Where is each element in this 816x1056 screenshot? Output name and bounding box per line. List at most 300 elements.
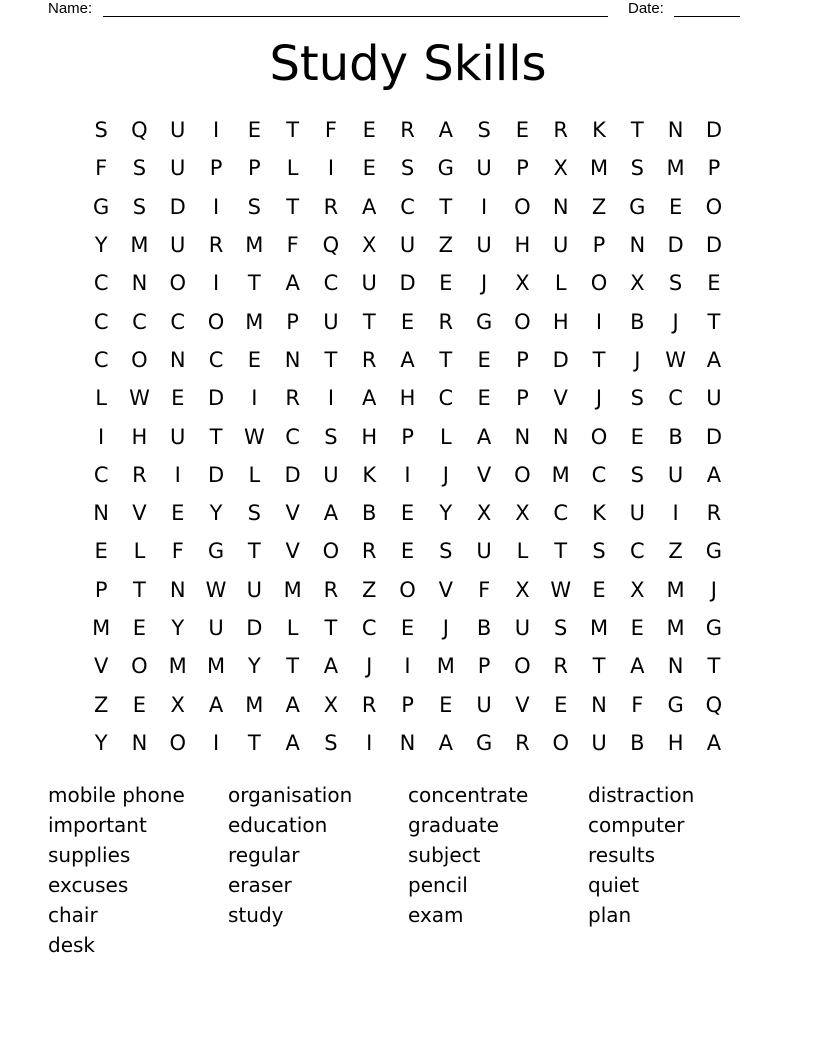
grid-letter: J [442, 462, 449, 487]
grid-letter: W [243, 424, 265, 449]
grid-letter: V [93, 654, 109, 679]
grid-letter: G [705, 616, 723, 640]
grid-letter: J [672, 309, 679, 334]
grid-letter: T [247, 539, 261, 564]
word-list-item: excuses [48, 873, 129, 897]
grid-letter: D [705, 233, 722, 258]
grid-letter: T [592, 347, 606, 372]
grid-letter: M [130, 233, 149, 258]
grid-letter: D [169, 194, 186, 219]
grid-letter: X [515, 501, 530, 526]
word-list-item: study [228, 903, 284, 927]
grid-letter: R [132, 462, 147, 487]
grid-letter: T [592, 654, 606, 679]
grid-letter: R [361, 347, 377, 372]
grid-letter: Y [94, 233, 108, 258]
grid-letter: R [553, 654, 568, 679]
grid-letter: Y [439, 501, 453, 526]
grid-letter: X [323, 692, 339, 717]
grid-letter: I [174, 462, 181, 487]
grid-letter: R [706, 501, 722, 526]
grid-letter: M [245, 233, 264, 258]
grid-letter: E [554, 692, 568, 717]
word-list-item: concentrate [408, 783, 529, 807]
grid-letter: P [286, 309, 299, 334]
grid-letter: E [362, 156, 376, 181]
grid-letter: C [170, 309, 186, 334]
grid-letter: U [476, 156, 492, 181]
grid-letter: N [131, 271, 148, 296]
grid-letter: E [400, 501, 415, 526]
word-list-item: distraction [588, 783, 695, 807]
grid-letter: R [361, 692, 377, 717]
grid-letter: X [630, 577, 645, 602]
grid-letter: U [170, 118, 186, 143]
grid-letter: L [439, 424, 452, 449]
grid-letter: N [399, 730, 416, 755]
grid-letter: L [286, 156, 299, 181]
grid-letter: C [438, 386, 454, 411]
grid-letter: P [516, 386, 529, 411]
grid-letter: A [630, 654, 645, 679]
grid-letter: S [324, 424, 338, 449]
grid-letter: F [631, 692, 644, 717]
grid-letter: I [327, 156, 335, 181]
grid-letter: P [707, 156, 721, 181]
grid-letter: I [212, 271, 220, 296]
grid-letter: F [478, 577, 491, 602]
grid-letter: N [591, 692, 607, 717]
grid-letter: V [285, 501, 300, 526]
grid-letter: R [361, 539, 377, 564]
grid-letter: I [212, 194, 220, 219]
grid-letter: T [247, 730, 261, 755]
grid-letter: I [595, 309, 603, 334]
grid-letter: A [706, 462, 722, 487]
name-label: Name: [48, 0, 93, 17]
grid-letter: A [476, 424, 492, 449]
grid-letter: C [285, 424, 300, 449]
grid-letter: U [361, 271, 377, 296]
grid-letter: O [131, 654, 148, 679]
grid-letter: S [554, 616, 568, 640]
grid-letter: O [131, 347, 148, 372]
grid-letter: M [666, 577, 685, 602]
grid-letter: T [209, 424, 223, 449]
grid-letter: G [667, 692, 684, 717]
grid-letter: Z [438, 233, 454, 258]
grid-letter: R [400, 118, 415, 143]
word-list-item: organisation [228, 783, 353, 807]
grid-letter: X [515, 577, 530, 602]
grid-letter: N [552, 424, 569, 449]
grid-letter: T [439, 347, 453, 372]
grid-letter: M [436, 654, 455, 679]
page-title: Study Skills [269, 36, 547, 92]
grid-letter: A [323, 501, 339, 526]
grid-letter: I [327, 386, 335, 411]
grid-letter: E [477, 386, 491, 411]
grid-letter: F [95, 156, 108, 181]
grid-letter: T [324, 616, 338, 640]
grid-letter: C [132, 309, 147, 334]
grid-letter: A [438, 730, 453, 755]
grid-letter: O [169, 271, 186, 296]
grid-letter: S [324, 730, 338, 755]
grid-letter: T [247, 271, 261, 296]
grid-letter: U [170, 156, 186, 181]
grid-letter: M [245, 309, 264, 334]
grid-letter: T [707, 654, 721, 679]
grid-letter: O [705, 194, 723, 219]
grid-letter: B [362, 501, 377, 526]
grid-letter: M [92, 616, 111, 640]
grid-letter: E [132, 692, 147, 717]
grid-letter: T [286, 654, 300, 679]
grid-letter: S [132, 194, 147, 219]
grid-letter: C [591, 462, 607, 487]
grid-letter: U [706, 386, 722, 411]
grid-letter: M [589, 156, 609, 181]
grid-letter: M [551, 462, 570, 487]
grid-letter: L [286, 616, 299, 640]
grid-letter: E [171, 501, 185, 526]
grid-letter: A [208, 692, 224, 717]
grid-letter: P [592, 233, 606, 258]
grid-letter: X [515, 271, 530, 296]
grid-letter: D [667, 233, 684, 258]
grid-letter: G [475, 309, 493, 334]
grid-letter: J [442, 616, 449, 640]
grid-letter: C [93, 462, 109, 487]
grid-letter: P [401, 692, 414, 717]
grid-letter: Z [362, 577, 377, 602]
grid-letter: L [516, 539, 529, 564]
word-list-item: computer [588, 813, 685, 837]
date-label: Date: [628, 0, 664, 17]
grid-letter: H [667, 730, 684, 755]
grid-letter: U [553, 233, 569, 258]
grid-letter: U [208, 616, 224, 640]
word-list-item: desk [48, 933, 96, 957]
grid-letter: R [208, 233, 224, 258]
grid-letter: T [554, 539, 568, 564]
grid-letter: N [93, 501, 109, 526]
grid-letter: O [552, 730, 569, 755]
grid-letter: U [514, 616, 531, 640]
word-list-item: eraser [228, 873, 292, 897]
grid-letter: S [630, 462, 644, 487]
word-list [48, 780, 768, 960]
grid-letter: K [592, 118, 606, 143]
grid-letter: Y [94, 730, 108, 755]
grid-letter: O [590, 271, 608, 296]
grid-letter: E [439, 271, 453, 296]
grid-letter: U [323, 309, 339, 334]
grid-letter: Z [93, 692, 109, 717]
grid-letter: X [170, 692, 185, 717]
grid-letter: I [672, 501, 679, 526]
grid-letter: I [212, 118, 220, 143]
grid-letter: U [476, 692, 492, 717]
grid-letter: Q [131, 118, 148, 143]
grid-letter: M [168, 654, 187, 679]
grid-letter: G [93, 194, 110, 219]
grid-letter: A [706, 347, 722, 372]
grid-letter: C [93, 347, 109, 372]
grid-letter: I [98, 424, 105, 449]
grid-letter: D [705, 424, 722, 449]
grid-letter: D [705, 118, 722, 143]
grid-letter: S [477, 118, 491, 143]
grid-letter: B [668, 424, 683, 449]
grid-letter: K [362, 462, 377, 487]
grid-letter: C [93, 271, 109, 296]
grid-letter: A [362, 386, 377, 411]
grid-letter: B [630, 309, 645, 334]
date-field-line [674, 0, 740, 17]
grid-letter: O [590, 424, 608, 449]
grid-letter: J [366, 654, 373, 679]
grid-letter: U [667, 462, 684, 487]
grid-letter: W [205, 577, 227, 602]
word-list-item: supplies [48, 843, 131, 867]
grid-letter: H [361, 424, 378, 449]
grid-letter: O [207, 309, 225, 334]
grid-letter: T [362, 309, 376, 334]
grid-letter: A [323, 654, 339, 679]
grid-letter: Y [209, 501, 223, 526]
grid-letter: J [710, 577, 717, 602]
grid-letter: J [481, 271, 488, 296]
grid-letter: K [592, 501, 606, 526]
grid-letter: E [592, 577, 606, 602]
grid-letter: T [439, 194, 453, 219]
grid-letter: E [707, 271, 721, 296]
grid-letter: R [515, 730, 530, 755]
grid-letter: R [323, 577, 339, 602]
grid-letter: D [399, 271, 416, 296]
word-list-item: chair [48, 903, 98, 927]
word-list-item: graduate [408, 813, 499, 837]
grid-letter: O [514, 309, 531, 334]
grid-letter: S [247, 194, 261, 219]
grid-letter: I [481, 194, 488, 219]
grid-letter: R [323, 194, 339, 219]
grid-letter: O [514, 194, 531, 219]
grid-letter: U [476, 233, 492, 258]
grid-letter: O [322, 539, 340, 564]
grid-letter: C [208, 347, 224, 372]
grid-letter: U [591, 730, 607, 755]
grid-letter: E [247, 347, 261, 372]
grid-letter: O [399, 577, 416, 602]
grid-letter: D [207, 386, 225, 411]
word-list-item: quiet [588, 873, 640, 897]
grid-letter: T [707, 309, 721, 334]
grid-letter: P [209, 156, 223, 181]
grid-letter: M [206, 654, 226, 679]
grid-letter: W [665, 347, 686, 372]
grid-letter: L [554, 271, 567, 296]
grid-letter: S [132, 156, 147, 181]
grid-letter: S [630, 386, 644, 411]
grid-letter: E [630, 616, 644, 640]
word-list-item: results [588, 843, 656, 867]
grid-letter: R [285, 386, 300, 411]
grid-letter: V [553, 386, 568, 411]
grid-letter: T [286, 118, 300, 143]
grid-letter: X [476, 501, 492, 526]
grid-letter: P [516, 156, 529, 181]
grid-letter: D [207, 462, 225, 487]
grid-letter: N [552, 194, 569, 219]
grid-letter: M [589, 616, 609, 640]
grid-letter: U [246, 577, 263, 602]
name-field-line [103, 0, 608, 17]
grid-letter: S [668, 271, 683, 296]
grid-letter: X [362, 233, 377, 258]
grid-letter: W [129, 386, 150, 411]
grid-letter: E [400, 309, 415, 334]
grid-letter: H [399, 386, 416, 411]
grid-letter: U [629, 501, 645, 526]
grid-letter: S [247, 501, 261, 526]
grid-letter: E [400, 539, 415, 564]
grid-letter: Z [668, 539, 683, 564]
grid-letter: U [170, 233, 186, 258]
grid-letter: I [251, 386, 258, 411]
grid-letter: S [94, 118, 108, 143]
word-list-item: education [228, 813, 328, 837]
grid-letter: E [94, 539, 108, 564]
word-list-item: exam [408, 903, 464, 927]
word-list-item: important [48, 813, 147, 837]
grid-letter: R [553, 118, 568, 143]
grid-letter: D [552, 347, 569, 372]
grid-letter: I [404, 654, 411, 679]
grid-letter: I [366, 730, 373, 755]
grid-letter: A [400, 347, 415, 372]
grid-letter: L [248, 462, 261, 487]
grid-letter: Y [171, 616, 185, 640]
grid-letter: P [516, 347, 529, 372]
grid-letter: M [283, 577, 302, 602]
grid-letter: N [284, 347, 301, 372]
grid-letter: J [634, 347, 641, 372]
grid-letter: C [400, 194, 415, 219]
grid-letter: U [399, 233, 416, 258]
grid-letter: M [666, 616, 685, 640]
grid-letter: B [476, 616, 492, 640]
grid-letter: P [94, 577, 108, 602]
grid-letter: D [284, 462, 301, 487]
grid-letter: M [245, 692, 264, 717]
grid-letter: P [248, 156, 261, 181]
grid-letter: C [323, 271, 339, 296]
grid-letter: N [629, 233, 646, 258]
grid-letter: T [630, 118, 644, 143]
grid-letter: N [169, 577, 186, 602]
grid-letter: E [362, 118, 376, 143]
grid-letter: V [476, 462, 492, 487]
grid-letter: A [285, 730, 300, 755]
grid-letter: G [207, 539, 225, 564]
grid-letter: W [550, 577, 572, 602]
grid-letter: H [131, 424, 148, 449]
grid-letter: D [246, 616, 263, 640]
grid-letter: A [438, 118, 453, 143]
grid-letter: G [437, 156, 454, 181]
grid-letter: G [705, 539, 723, 564]
grid-letter: U [323, 462, 339, 487]
grid-letter: U [170, 424, 186, 449]
grid-letter: I [212, 730, 220, 755]
grid-letter: V [132, 501, 147, 526]
grid-letter: A [285, 692, 300, 717]
grid-letter: F [171, 539, 184, 564]
grid-letter: O [169, 730, 186, 755]
header [48, 0, 748, 20]
grid-letter: T [286, 194, 300, 219]
grid-letter: S [592, 539, 606, 564]
grid-letter: E [439, 692, 453, 717]
word-list-item: mobile phone [48, 783, 185, 807]
grid-letter: A [362, 194, 377, 219]
grid-letter: N [169, 347, 186, 372]
grid-letter: N [514, 424, 531, 449]
grid-letter: E [132, 616, 147, 640]
grid-letter: C [553, 501, 569, 526]
grid-letter: O [514, 654, 531, 679]
grid-letter: E [630, 424, 644, 449]
grid-letter: H [552, 309, 569, 334]
grid-letter: B [630, 730, 645, 755]
grid-letter: Z [591, 194, 607, 219]
grid-letter: X [630, 271, 645, 296]
grid-letter: Y [247, 654, 261, 679]
grid-letter: P [477, 654, 491, 679]
word-list-item: subject [408, 843, 481, 867]
grid-letter: T [324, 347, 338, 372]
grid-letter: S [630, 156, 644, 181]
grid-letter: Q [705, 692, 723, 717]
grid-letter: E [171, 386, 185, 411]
grid-letter: I [404, 462, 411, 487]
grid-letter: P [401, 424, 414, 449]
grid-letter: E [247, 118, 261, 143]
grid-letter: C [93, 309, 109, 334]
grid-letter: S [400, 156, 415, 181]
grid-letter: E [668, 194, 683, 219]
word-list-item: pencil [408, 873, 468, 897]
grid-letter: C [361, 616, 377, 640]
grid-letter: G [475, 730, 493, 755]
grid-letter: A [285, 271, 300, 296]
grid-letter: H [514, 233, 531, 258]
grid-letter: F [286, 233, 299, 258]
grid-letter: Q [322, 233, 340, 258]
grid-letter: E [515, 118, 530, 143]
word-list-item: plan [588, 903, 632, 927]
letter-grid [82, 111, 733, 762]
grid-letter: N [667, 118, 684, 143]
grid-letter: G [629, 194, 646, 219]
grid-letter: L [95, 386, 107, 411]
grid-letter: C [629, 539, 645, 564]
grid-letter: C [668, 386, 683, 411]
grid-letter: L [133, 539, 146, 564]
